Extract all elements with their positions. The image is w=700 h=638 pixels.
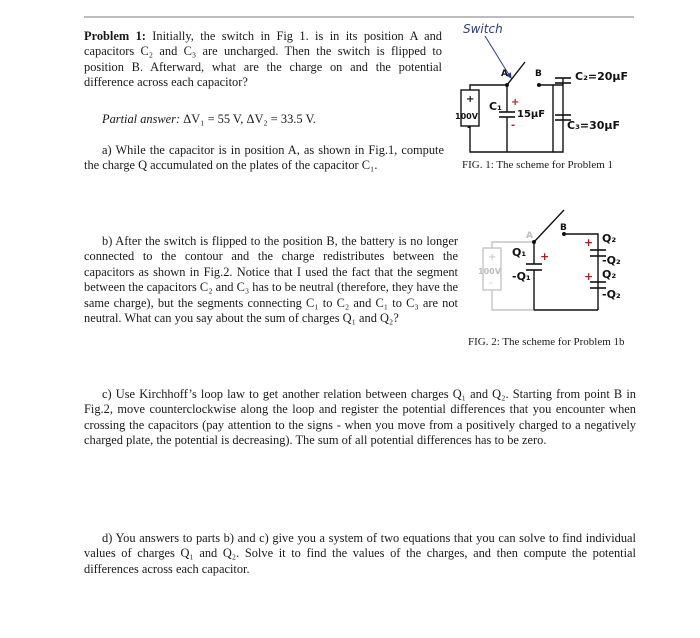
partial-answer	[102, 112, 442, 127]
fig1-circuit	[455, 20, 650, 160]
battery-minus-icon: -	[467, 122, 472, 133]
fig1-battery-label: 100V	[455, 112, 478, 121]
top-rule	[84, 16, 634, 18]
fig1-caption: FIG. 1: The scheme for Problem 1	[462, 159, 614, 171]
problem-text: Initially, the switch in Fig 1. is in its position A and capacitors C₂ and C₃ are uncharged. Then the switch is flipped to position B. Afterward, what are the charge on and the potential difference across each capacitor?	[84, 29, 442, 90]
partial-answer-value: ΔV₁ = 55 V, ΔV₂ = 33.5 V.	[183, 112, 316, 126]
fig1-point-b: B	[535, 69, 542, 79]
fig1-c2-label: C₂=20μF	[575, 70, 629, 83]
fig1-c3-label: C₃=30μF	[567, 119, 621, 132]
fig2-battery-label: 100V	[478, 267, 501, 276]
part-a: a) While the capacitor is in position A, as shown in Fig.1, compute the charge Q accumulated on the plates of the capacitor C₁.	[84, 143, 444, 173]
fig1-point-a: A	[501, 69, 508, 79]
fig1-c1-plus-icon: +	[511, 97, 520, 108]
fig1-c1-label: C₁	[489, 100, 502, 113]
fig2-q2-bot-neg: -Q₂	[602, 288, 621, 301]
fig2-point-a: A	[526, 231, 533, 241]
fig2-c3-plus-icon: +	[584, 270, 594, 283]
fig1-c1-value: 15μF	[517, 109, 546, 120]
fig2-c2-plus-icon: +	[584, 236, 594, 249]
part-b: b) After the switch is flipped to the position B, the battery is no longer connected to the contour and the charge redistributes between the capacitors as shown in Fig.2. Notice that I used the fact that the segment between the capacitors C₂ and C₃ has to be neutral (therefore, they have the same charge), but the segments connecting C₁ to C₂ and C₁ to C₃ are not neutral. What can you say about the sum of charges Q₁ and Q₂?	[84, 234, 459, 326]
fig1-switch-blade	[507, 62, 525, 85]
partial-answer-label: Partial answer:	[102, 112, 181, 126]
fig2-q2-top-pos: Q₂	[602, 232, 617, 245]
fig2-q2-top-neg: -Q₂	[602, 254, 621, 267]
problem-label: Problem 1:	[84, 29, 146, 43]
fig2-q1-neg: -Q₁	[512, 270, 531, 283]
fig2-battery-plus-icon: +	[488, 252, 497, 263]
fig1-switch-label: Switch	[463, 22, 503, 36]
part-c: c) Use Kirchhoff’s loop law to get another relation between charges Q₁ and Q₂. Starting from point B in Fig.2, move counterclockwise along the loop and register the potential differences that you encounter when crossing the capacitors (pay attention to the signs - when you move from a positively charged to a negatively charged plate, the potential is decreasing). The sum of all potential differences has to be zero.	[84, 387, 636, 448]
fig1-wire-b	[539, 85, 553, 90]
fig2-point-b: B	[560, 223, 567, 233]
fig1-point-b-dot	[537, 83, 541, 87]
fig2-caption: FIG. 2: The scheme for Problem 1b	[468, 336, 625, 348]
fig2-battery-minus-icon: -	[489, 278, 493, 289]
battery-plus-icon: +	[466, 94, 475, 105]
fig2-circuit	[478, 198, 638, 328]
fig2-q1-pos: Q₁	[512, 246, 527, 259]
fig1-c1-minus-icon: -	[511, 120, 516, 131]
fig2-q2-bot-pos: Q₂	[602, 268, 617, 281]
fig2-c1-plus-icon: +	[540, 250, 550, 263]
part-d: d) You answers to parts b) and c) give you a system of two equations that you can solve to find individual values of charges Q₁ and Q₂. Solve it to find the values of the charges, and then compute the potential differences across each capacitor.	[84, 531, 636, 576]
problem-statement	[84, 29, 442, 91]
